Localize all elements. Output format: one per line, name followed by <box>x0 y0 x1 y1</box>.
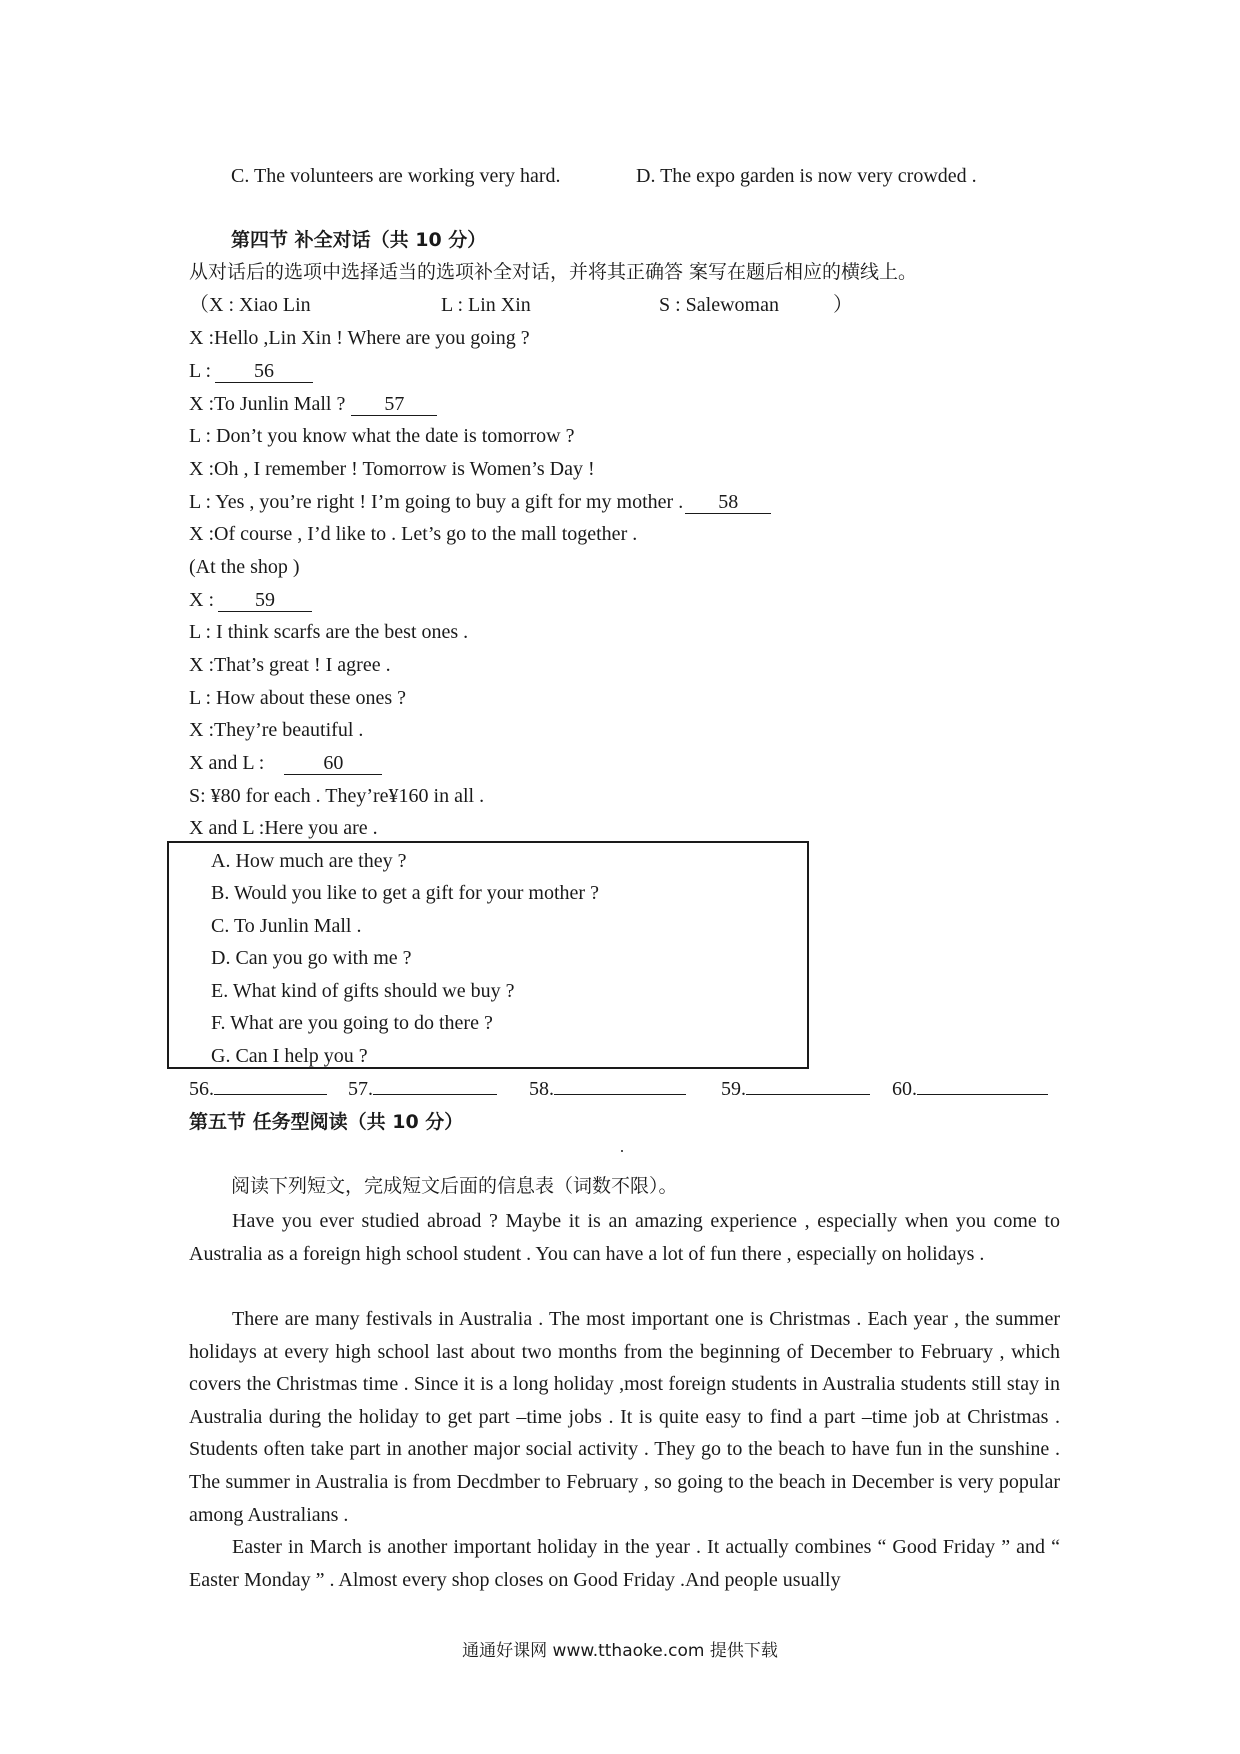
option-f: F. What are you going to do there ? <box>211 1012 493 1034</box>
option-c: C. To Junlin Mall . <box>211 915 362 937</box>
section5-instruction: 阅读下列短文，完成短文后面的信息表（词数不限）。 <box>231 1175 678 1197</box>
blank-58: 58 <box>685 491 771 514</box>
answer-label: 56. <box>189 1078 214 1100</box>
speaker-label: L : <box>189 360 212 382</box>
speaker-label: X and L : <box>189 752 265 774</box>
option-b: B. Would you like to get a gift for your mother ? <box>211 882 599 904</box>
section4-instruction: 从对话后的选项中选择适当的选项补全对话，并将其正确答 案写在题后相应的横线上。 <box>189 261 918 283</box>
answer-line[interactable] <box>214 1094 327 1095</box>
option-a: A. How much are they ? <box>211 850 407 872</box>
dialogue-line: L : Don’t you know what the date is tomorrow ? <box>189 425 575 447</box>
answer-58 <box>529 1075 686 1103</box>
dialogue-line <box>189 488 771 516</box>
dialogue-line: X and L :Here you are . <box>189 817 378 839</box>
blank-59: 59 <box>218 589 312 612</box>
answer-label: 60. <box>892 1078 917 1100</box>
reading-paragraph-2: There are many festivals in Australia . The most important one is Christmas . Each year , the summer holidays at every high school last about two months from the beginning of December to February , which covers the Christmas time . Since it is a long holiday ,most foreign students in Australia students still stay in Australia during the holiday to get part –time jobs . It is quite easy to find a part –time job at Christmas . Students often take part in another major social activity . They go to the beach to have fun in the sunshine . The summer in Australia is from Decdmber to February , so going to the beach in December is very popular among Australians . <box>189 1308 1060 1526</box>
dialogue-line <box>189 586 312 614</box>
answer-line[interactable] <box>554 1094 686 1095</box>
dialogue-line <box>189 357 313 385</box>
options-box <box>167 841 809 1069</box>
role-close-paren: ） <box>833 294 853 316</box>
answer-line[interactable] <box>917 1094 1048 1095</box>
dialogue-text: L : Yes , you’re right ! I’m going to buy a gift for my mother . <box>189 491 684 513</box>
section5-heading: 第五节 任务型阅读（共 10 分） <box>189 1111 464 1133</box>
option-d-prev: D. The expo garden is now very crowded . <box>636 165 977 187</box>
dialogue-line: S: ¥80 for each . They’re¥160 in all . <box>189 785 485 807</box>
dialogue-line: X :Hello ,Lin Xin ! Where are you going ? <box>189 327 530 349</box>
answer-label: 58. <box>529 1078 554 1100</box>
role-xiao-lin: （X : Xiao Lin <box>189 294 311 316</box>
answer-60 <box>892 1075 1048 1103</box>
blank-57: 57 <box>351 393 437 416</box>
dialogue-text: X :To Junlin Mall ? <box>189 393 346 415</box>
option-c-prev: C. The volunteers are working very hard. <box>231 165 561 187</box>
speaker-label: X : <box>189 589 214 611</box>
option-e: E. What kind of gifts should we buy ? <box>211 980 515 1002</box>
answer-56 <box>189 1075 327 1103</box>
answer-57 <box>348 1075 497 1103</box>
dialogue-line: X :That’s great ! I agree . <box>189 654 391 676</box>
dialogue-line: L : How about these ones ? <box>189 687 406 709</box>
answer-label: 57. <box>348 1078 373 1100</box>
answer-59 <box>721 1075 870 1103</box>
scan-speck <box>621 1150 623 1152</box>
option-d: D. Can you go with me ? <box>211 947 412 969</box>
answer-label: 59. <box>721 1078 746 1100</box>
answer-line[interactable] <box>373 1094 497 1095</box>
dialogue-line <box>189 390 437 418</box>
section4-heading: 第四节 补全对话（共 10 分） <box>231 229 487 251</box>
dialogue-line: X :Of course , I’d like to . Let’s go to the mall together . <box>189 523 638 545</box>
blank-60: 60 <box>284 752 382 775</box>
dialogue-line: X :They’re beautiful . <box>189 719 364 741</box>
blank-56: 56 <box>215 360 313 383</box>
dialogue-line: X :Oh , I remember ! Tomorrow is Women’s Day ! <box>189 458 595 480</box>
dialogue-line: L : I think scarfs are the best ones . <box>189 621 469 643</box>
answer-line[interactable] <box>746 1094 870 1095</box>
dialogue-line <box>189 749 382 777</box>
reading-paragraph-3: Easter in March is another important holiday in the year . It actually combines “ Good Friday ” and “ Easter Monday ” . Almost every shop closes on Good Friday .And people usually <box>189 1536 1060 1591</box>
role-salewoman: S : Salewoman <box>659 294 779 316</box>
role-lin-xin: L : Lin Xin <box>441 294 531 316</box>
option-g: G. Can I help you ? <box>211 1045 368 1067</box>
page-footer: 通通好课网 www.tthaoke.com 提供下载 <box>462 1641 778 1661</box>
reading-paragraph-1: Have you ever studied abroad ? Maybe it is an amazing experience , especially when you come to Australia as a foreign high school student . You can have a lot of fun there , especially on holidays . <box>189 1210 1060 1265</box>
dialogue-line: (At the shop ) <box>189 556 300 578</box>
